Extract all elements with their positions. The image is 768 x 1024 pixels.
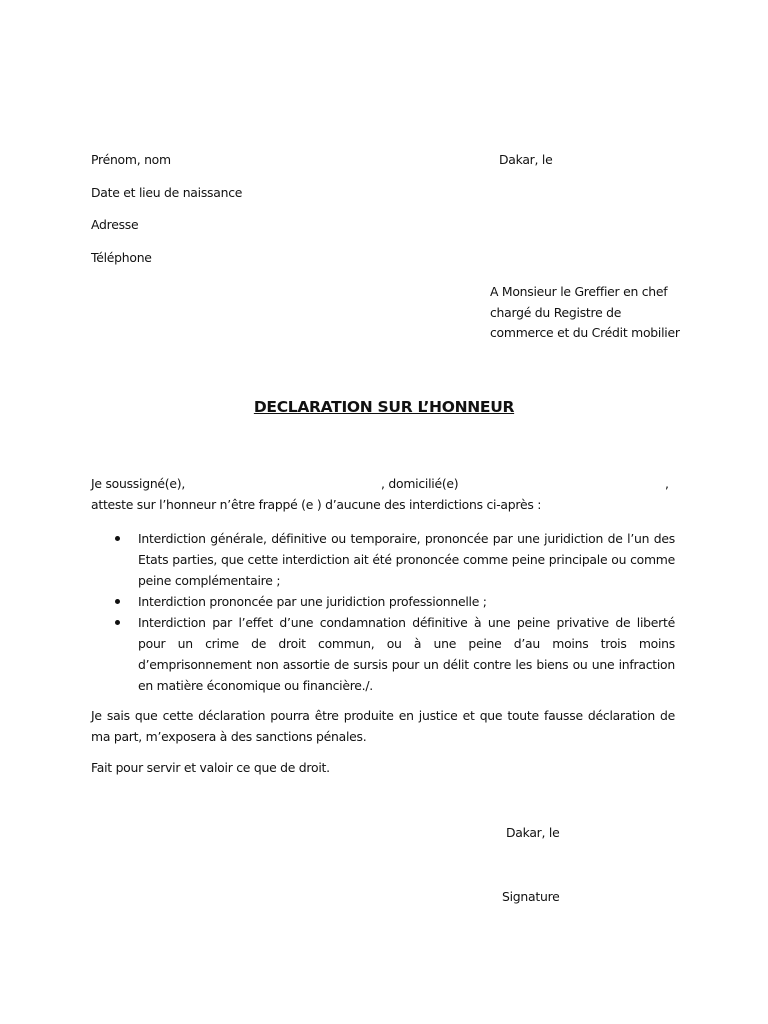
interdiction-text: Interdiction prononcée par une juridiction professionnelle ; <box>138 594 487 609</box>
header-place-date: Dakar, le <box>499 152 553 167</box>
list-item <box>112 591 675 612</box>
document-title: DECLARATION SUR L’HONNEUR <box>253 398 515 416</box>
sender-address-field: Adresse <box>91 217 139 232</box>
intro-comma: , <box>665 476 669 491</box>
legal-statement: Je sais que cette déclaration pourra être produite en justice et que toute fausse déclaration de ma part, m’exposera à des sanctions pénales. <box>91 708 675 744</box>
list-item <box>112 612 675 696</box>
interdictions-list <box>112 528 675 696</box>
list-item <box>112 528 675 591</box>
sender-phone-field: Téléphone <box>91 250 152 265</box>
signature-label: Signature <box>502 889 560 904</box>
undersigned-label: Je soussigné(e), <box>91 476 186 491</box>
interdiction-text: Interdiction par l’effet d’une condamnation définitive à une peine privative de liberté pour un crime de droit commun, ou à une peine d’au moins trois moins d’emprisonnement non assortie de sursis pour un délit contre les biens ou une infraction en matière économique ou financière./. <box>138 615 675 693</box>
attestation-line: atteste sur l’honneur n’être frappé (e ) d’aucune des interdictions ci-après : <box>91 497 542 512</box>
recipient-address: A Monsieur le Greffier en chef chargé du Registre de commerce et du Crédit mobilier <box>490 284 680 340</box>
bullet-icon <box>115 599 120 604</box>
interdiction-text: Interdiction générale, définitive ou temporaire, prononcée par une juridiction de l’un des Etats parties, que cette interdiction ait été prononcée comme peine principale ou comme peine complémentaire ; <box>138 531 675 588</box>
footer-place-date: Dakar, le <box>506 825 560 840</box>
bullet-icon <box>115 620 120 625</box>
domicile-label: , domicilié(e) <box>381 476 459 491</box>
bullet-icon <box>115 536 120 541</box>
sender-name-field: Prénom, nom <box>91 152 171 167</box>
sender-birth-field: Date et lieu de naissance <box>91 185 243 200</box>
closing-line: Fait pour servir et valoir ce que de droit. <box>91 760 330 775</box>
